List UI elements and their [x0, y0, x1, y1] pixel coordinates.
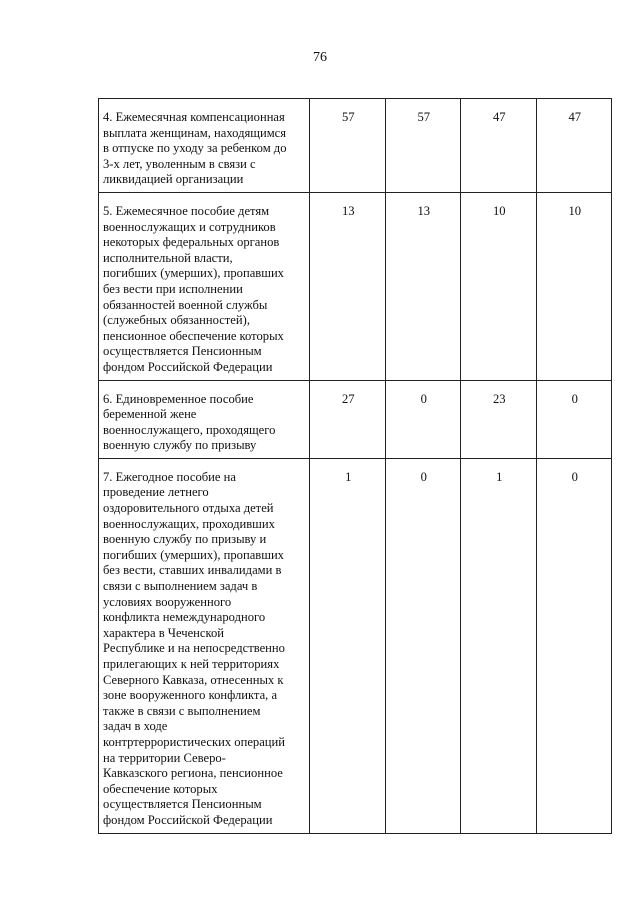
- row-label-line: 3-х лет, уволенным в связи с: [103, 156, 256, 171]
- row-label-line: на территории Северо-: [103, 750, 226, 765]
- row-label-line: исполнительной власти,: [103, 250, 233, 265]
- row-label-line: Республике и на непосредственно: [103, 641, 285, 656]
- value-cell: 47: [536, 99, 612, 193]
- row-label-line: 4. Ежемесячная компенсационная: [103, 110, 285, 124]
- row-label-line: также в связи с выполнением: [103, 703, 261, 718]
- row-label-line: 7. Ежегодное пособие на: [103, 469, 236, 484]
- row-label-line: фондом Российской Федерации: [103, 359, 273, 374]
- value-cell: 57: [310, 99, 386, 193]
- value-cell: 27: [310, 380, 386, 458]
- row-label-line: осуществляется Пенсионным: [103, 344, 262, 359]
- row-label-line: Кавказского региона, пенсионное: [103, 766, 283, 781]
- row-label-line: в отпуске по уходу за ребенком до: [103, 141, 287, 156]
- row-label-line: 6. Единовременное пособие: [103, 391, 254, 406]
- value-cell: 0: [385, 458, 461, 833]
- value-cell: 23: [461, 380, 537, 458]
- row-label-line: задач в ходе: [103, 719, 168, 734]
- value-cell: 57: [385, 99, 461, 193]
- benefits-table: [98, 98, 612, 834]
- row-label-cell: [99, 99, 310, 193]
- row-label-line: погибших (умерших), пропавших: [103, 547, 284, 562]
- row-label-line: проведение летнего: [103, 485, 209, 500]
- value-cell: 0: [385, 380, 461, 458]
- row-label-line: обеспечение которых: [103, 781, 218, 796]
- value-cell: 13: [385, 192, 461, 380]
- row-label-line: военную службу по призыву: [103, 438, 257, 453]
- value-cell: 47: [461, 99, 537, 193]
- row-label-cell: [99, 380, 310, 458]
- page-number: 76: [313, 50, 327, 65]
- row-label-line: оздоровительного отдыха детей: [103, 501, 274, 516]
- row-label-line: военнослужащих, проходивших: [103, 516, 275, 531]
- row-label-line: фондом Российской Федерации: [103, 812, 273, 827]
- row-label-line: осуществляется Пенсионным: [103, 797, 262, 812]
- value-cell: 0: [536, 380, 612, 458]
- row-label-cell: [99, 458, 310, 833]
- row-label-line: без вести, ставших инвалидами в: [103, 563, 282, 578]
- table-row: [99, 380, 612, 458]
- row-label-line: ликвидацией организации: [103, 172, 244, 187]
- row-label-line: без вести при исполнении: [103, 281, 243, 296]
- row-label-line: контртеррористических операций: [103, 734, 286, 749]
- row-label-line: Северного Кавказа, отнесенных к: [103, 672, 284, 687]
- row-label-line: (служебных обязанностей),: [103, 313, 250, 328]
- value-cell: 0: [536, 458, 612, 833]
- table-row: [99, 99, 612, 193]
- row-label-line: обязанностей военной службы: [103, 297, 268, 312]
- row-label-line: военную службу по призыву и: [103, 532, 267, 547]
- row-label-line: военнослужащих и сотрудников: [103, 219, 276, 234]
- row-label-cell: [99, 192, 310, 380]
- row-label-line: 5. Ежемесячное пособие детям: [103, 203, 270, 218]
- table-row: [99, 458, 612, 833]
- row-label-line: характера в Чеченской: [103, 625, 225, 640]
- row-label-line: зоне вооруженного конфликта, а: [103, 688, 278, 703]
- table-row: [99, 192, 612, 380]
- row-label-line: выплата женщинам, находящимся: [103, 125, 287, 140]
- table-body: [99, 99, 612, 834]
- row-label-line: некоторых федеральных органов: [103, 235, 280, 250]
- value-cell: 1: [461, 458, 537, 833]
- value-cell: 13: [310, 192, 386, 380]
- row-label-line: связи с выполнением задач в: [103, 579, 258, 594]
- row-label-line: пенсионное обеспечение которых: [103, 328, 284, 343]
- row-label-line: условиях вооруженного: [103, 594, 232, 609]
- value-cell: 1: [310, 458, 386, 833]
- row-label-line: прилегающих к ней территориях: [103, 657, 280, 671]
- row-label-line: военнослужащего, проходящего: [103, 422, 276, 437]
- row-label-line: беременной жене: [103, 407, 197, 422]
- row-label-line: конфликта немеждународного: [103, 610, 266, 625]
- value-cell: 10: [461, 192, 537, 380]
- value-cell: 10: [536, 192, 612, 380]
- row-label-line: погибших (умерших), пропавших: [103, 266, 284, 281]
